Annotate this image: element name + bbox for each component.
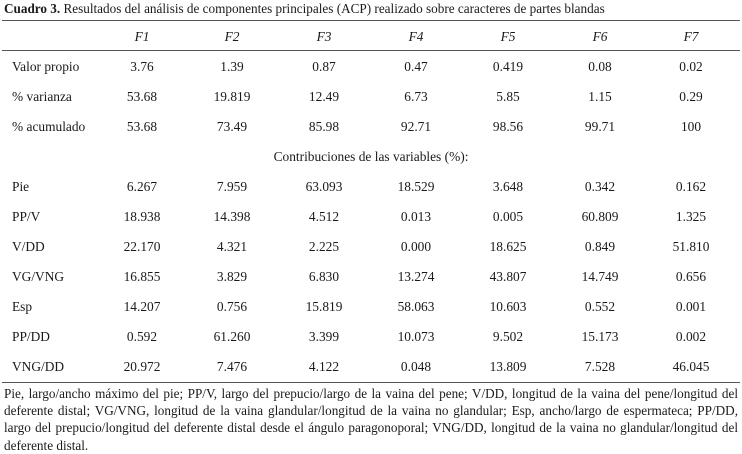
table-cell: 0.29	[679, 89, 703, 104]
table-cell: 53.68	[126, 89, 158, 104]
table-cell: 4.122	[308, 359, 340, 374]
table-cell: 7.959	[216, 179, 248, 194]
table-cell: 100	[680, 119, 702, 134]
table-cell: 63.093	[305, 179, 343, 194]
row-label: % acumulado	[12, 119, 86, 134]
table-cell: 10.073	[397, 329, 435, 344]
table-row	[0, 202, 742, 232]
table-cell: 10.603	[489, 299, 527, 314]
table-cell: 15.173	[581, 329, 619, 344]
table-cell: 0.013	[400, 209, 432, 224]
table-cell: 6.73	[404, 89, 428, 104]
table-cell: 1.15	[588, 89, 612, 104]
column-header: F3	[316, 29, 332, 44]
column-header: F5	[500, 29, 516, 44]
table-cell: 0.87	[312, 59, 336, 74]
table-cell: 3.648	[492, 179, 524, 194]
table-cell: 0.048	[400, 359, 432, 374]
table-cell: 15.819	[305, 299, 343, 314]
table-row	[0, 112, 742, 142]
row-label: Esp	[12, 299, 33, 314]
table-cell: 14.398	[213, 209, 251, 224]
table-cell: 51.810	[672, 239, 710, 254]
column-header: F4	[408, 29, 424, 44]
table-cell: 22.170	[123, 239, 161, 254]
table-cell: 6.830	[308, 269, 340, 284]
table-cell: 19.819	[213, 89, 251, 104]
table-cell: 0.08	[588, 59, 612, 74]
table-header-row	[0, 22, 742, 52]
table-cell: 0.342	[584, 179, 616, 194]
table-row	[0, 292, 742, 322]
column-header: F7	[683, 29, 699, 44]
table-cell: 0.000	[400, 239, 432, 254]
row-label: PP/DD	[12, 329, 50, 344]
row-label: Pie	[12, 179, 30, 194]
caption-label: Cuadro 3.	[4, 1, 61, 16]
table-cell: 18.938	[123, 209, 161, 224]
table-cell: 14.207	[123, 299, 161, 314]
row-label: VNG/DD	[12, 359, 65, 374]
table-cell: 2.225	[308, 239, 340, 254]
table-cell: 92.71	[400, 119, 432, 134]
bottom-rule	[2, 382, 740, 383]
row-label: Valor propio	[12, 59, 80, 74]
section-title: Contribuciones de las variables (%):	[273, 149, 469, 164]
table-cell: 13.809	[489, 359, 527, 374]
table-cell: 13.274	[397, 269, 435, 284]
table-cell: 60.809	[581, 209, 619, 224]
table-row	[0, 322, 742, 352]
table-row	[0, 172, 742, 202]
table-cell: 73.49	[216, 119, 248, 134]
row-label: PP/V	[12, 209, 41, 224]
row-label: VG/VNG	[12, 269, 65, 284]
table-row	[0, 232, 742, 262]
table-cell: 0.592	[126, 329, 158, 344]
table-cell: 0.005	[492, 209, 524, 224]
table-cell: 53.68	[126, 119, 158, 134]
table-cell: 85.98	[308, 119, 340, 134]
row-label: V/DD	[12, 239, 45, 254]
column-header: F6	[592, 29, 608, 44]
caption-text: Resultados del análisis de componentes principales (ACP) realizado sobre caracteres de partes blandas	[63, 1, 605, 16]
table-row	[0, 262, 742, 292]
table-cell: 0.162	[675, 179, 707, 194]
table-cell: 0.849	[584, 239, 616, 254]
table-cell: 99.71	[584, 119, 616, 134]
table-cell: 4.321	[216, 239, 248, 254]
table-cell: 0.47	[404, 59, 428, 74]
table-footnote: Pie, largo/ancho máximo del pie; PP/V, largo del prepucio/largo de la vaina del pene; V/DD, longitud de la vaina del pene/longitud del deferente distal; VG/VNG, longitud de la vaina glandular/longitud de la vaina no glandular; Esp, ancho/largo de espermateca; PP/DD, largo del prepucio/longitud del deferente distal desde el ángulo paragonoporal; VNG/DD, longitud de la vaina no glandular/longitud del deferente distal.	[4, 386, 738, 453]
table-cell: 0.419	[492, 59, 524, 74]
table-row	[0, 82, 742, 112]
table-cell: 6.267	[126, 179, 158, 194]
table-cell: 0.02	[679, 59, 703, 74]
table-cell: 0.001	[675, 299, 707, 314]
table-cell: 43.807	[489, 269, 527, 284]
table-cell: 46.045	[672, 359, 710, 374]
table-row	[0, 52, 742, 82]
table-cell: 1.39	[220, 59, 244, 74]
table-cell: 12.49	[308, 89, 340, 104]
table-cell: 7.476	[216, 359, 248, 374]
table-cell: 3.399	[308, 329, 340, 344]
table-cell: 18.625	[489, 239, 527, 254]
table-cell: 98.56	[492, 119, 524, 134]
table-cell: 7.528	[584, 359, 616, 374]
table-cell: 16.855	[123, 269, 161, 284]
table-cell: 58.063	[397, 299, 435, 314]
table-cell: 4.512	[308, 209, 340, 224]
table-caption	[4, 0, 605, 18]
table-cell: 20.972	[123, 359, 161, 374]
table-cell: 0.002	[675, 329, 707, 344]
table-cell: 3.829	[216, 269, 248, 284]
table-cell: 14.749	[581, 269, 619, 284]
table-cell: 0.656	[675, 269, 707, 284]
table-cell: 5.85	[496, 89, 520, 104]
table-cell: 0.552	[584, 299, 616, 314]
column-header: F2	[224, 29, 240, 44]
row-label: % varianza	[12, 89, 72, 104]
table-cell: 3.76	[130, 59, 154, 74]
table-cell: 1.325	[675, 209, 707, 224]
header-rule	[2, 50, 740, 51]
table-row	[0, 352, 742, 382]
table-cell: 18.529	[397, 179, 435, 194]
top-rule	[2, 20, 740, 21]
table-cell: 0.756	[216, 299, 248, 314]
table-cell: 9.502	[492, 329, 524, 344]
table-cell: 61.260	[213, 329, 251, 344]
column-header: F1	[134, 29, 150, 44]
